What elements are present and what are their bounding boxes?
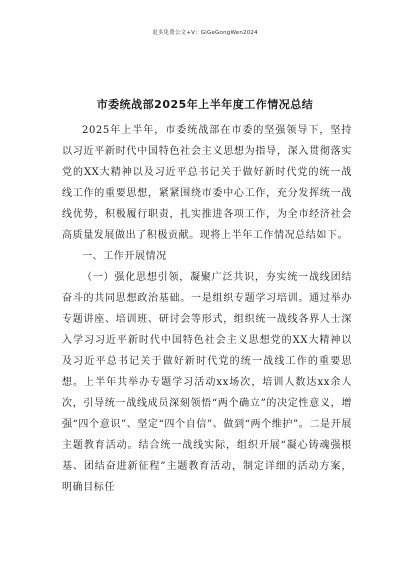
section-heading: 一、工作开展情况	[82, 251, 167, 262]
intro-paragraph: 2025年上半年，市委统战部在市委的坚强领导下，坚持以习近平新时代中国特色社会主义思想为指导，深入贯彻落实党的XX大精神以及习近平总书记关于做好新时代党的统一战线工作的重要思想，紧紧围绕市委中心工作，充分发挥统一战线优势，积极履行职责，扎实推进各项工作，为全市经济社会高质量发展做出了积极贡献。现将上半年工作情况总结如下。	[62, 125, 352, 241]
header-note: 更多免费公文+V：GiGeGongWen2024	[152, 30, 258, 36]
document-title: 市委统战部2025年上半年度工作情况总结	[96, 98, 314, 111]
section-paragraph: （一）强化思想引领，凝聚广泛共识，夯实统一战线团结奋斗的共同思想政治基础。一是组织专题学习培训。通过举办专题讲座、培训班、研讨会等形式，组织统一战线各界人士深入学习习近平新时代中国特色社会主义思想党的XX大精神以及习近平总书记关于做好新时代党的统一战线工作的重要思想。上半年共举办专题学习活动xx场次，培训人数达xx余人次，引导统一战线成员深刻领悟“两个确立”的决定性意义，增强“四个意识”、坚定“四个自信”、做到“两个维护”。二是开展主题教育活动。结合统一战线实际，组织开展“凝心铸魂强根基、团结奋进新征程”主题教育活动，制定详细的活动方案，明确目标任	[62, 272, 352, 493]
document-body	[62, 120, 352, 498]
